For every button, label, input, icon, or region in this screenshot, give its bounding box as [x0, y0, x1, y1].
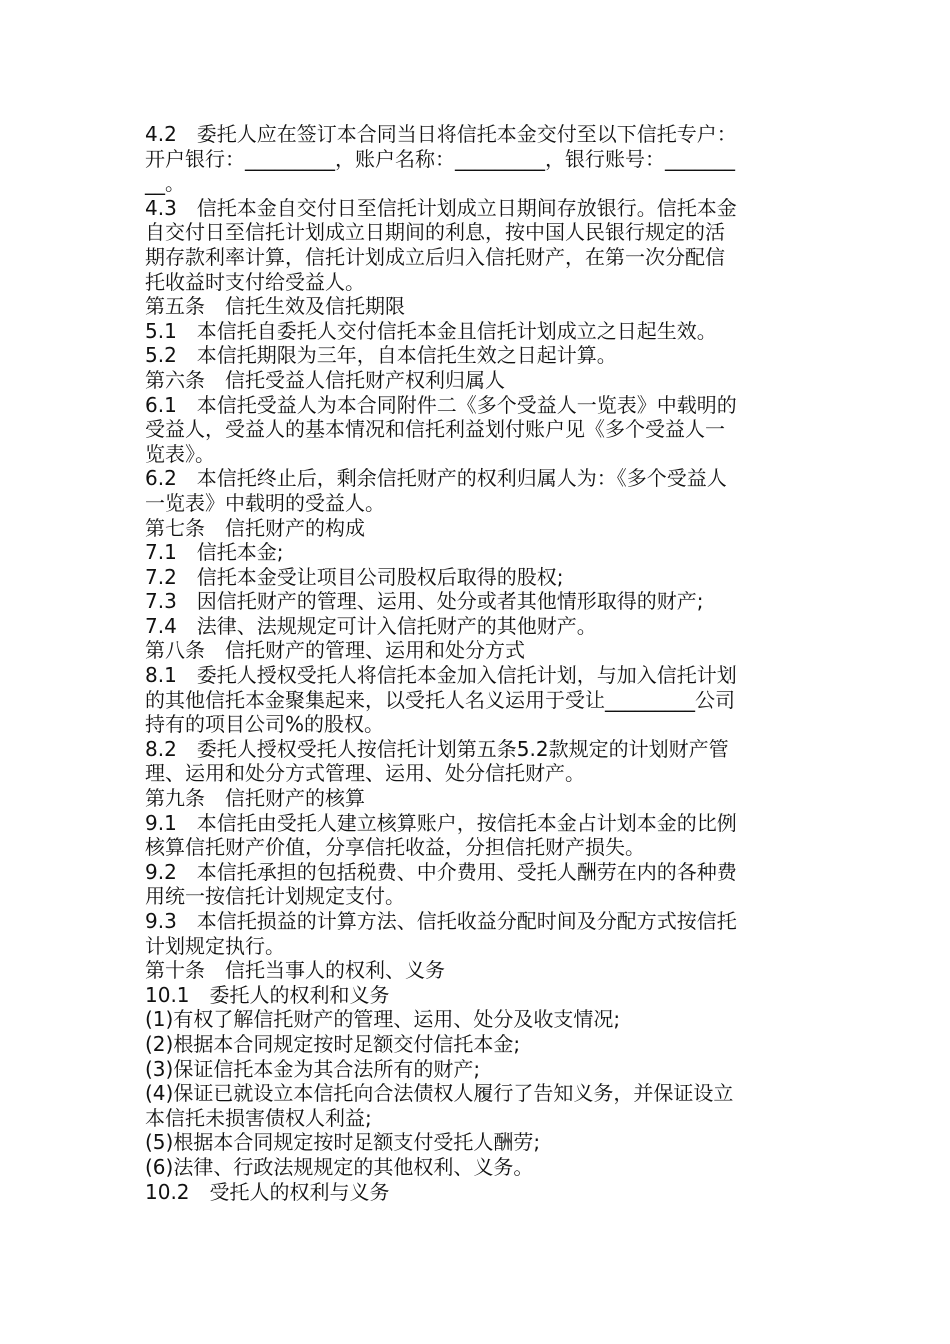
text-line: 7.1 信托本金;: [145, 540, 284, 565]
text-line: 一览表》中载明的受益人。: [145, 490, 385, 515]
text-line: 5.2 本信托期限为三年，自本信托生效之日起计算。: [145, 343, 617, 368]
text-line: 7.3 因信托财产的管理、运用、处分或者其他情形取得的财产;: [145, 589, 704, 614]
text-line: 4.2 委托人应在签订本合同当日将信托本金交付至以下信托专户：: [145, 122, 737, 146]
text-line: 10.1 委托人的权利和义务: [145, 982, 390, 1007]
text-line: 5.1 本信托自委托人交付信托本金且信托计划成立之日起生效。: [145, 318, 717, 343]
text-line: 8.1 委托人授权受托人将信托本金加入信托计划，与加入信托计划: [145, 663, 737, 688]
document-body: [145, 122, 810, 1204]
list-item: (3)保证信托本金为其合法所有的财产;: [145, 1056, 481, 1081]
text-line: 9.3 本信托损益的计算方法、信托收益分配时间及分配方式按信托: [145, 909, 737, 933]
text-line: 的其他信托本金聚集起来，以受托人名义运用于受让_________公司: [145, 687, 735, 712]
list-item: 本信托未损害债权人利益;: [145, 1105, 372, 1130]
text-line: 计划规定执行。: [145, 933, 285, 958]
section-heading: 第六条 信托受益人信托财产权利归属人: [145, 367, 505, 392]
text-line: 9.1 本信托由受托人建立核算账户，按信托本金占计划本金的比例: [145, 810, 737, 835]
text-line: 6.1 本信托受益人为本合同附件二《多个受益人一览表》中载明的: [145, 392, 737, 417]
text-line: 期存款利率计算，信托计划成立后归入信托财产，在第一次分配信: [145, 244, 725, 269]
text-line: 托收益时支付给受益人。: [145, 269, 365, 294]
text-line: __。: [145, 171, 185, 196]
list-item: (5)根据本合同规定按时足额支付受托人酬劳;: [145, 1130, 541, 1155]
text-line: 受益人，受益人的基本情况和信托利益划付账户见《多个受益人一: [145, 417, 725, 442]
text-line: 7.2 信托本金受让项目公司股权后取得的股权;: [145, 564, 564, 589]
text-line: 开户银行：_________，账户名称：_________，银行账号：_______: [145, 146, 735, 171]
text-line: 自交付日至信托计划成立日期间的利息，按中国人民银行规定的活: [145, 220, 725, 245]
section-heading: 第七条 信托财产的构成: [145, 515, 365, 540]
text-line: 8.2 委托人授权受托人按信托计划第五条5.2款规定的计划财产管: [145, 736, 729, 761]
text-line: 10.2 受托人的权利与义务: [145, 1179, 390, 1204]
section-heading: 第九条 信托财产的核算: [145, 786, 365, 811]
text-line: 用统一按信托计划规定支付。: [145, 884, 405, 909]
text-line: 7.4 法律、法规规定可计入信托财产的其他财产。: [145, 613, 597, 638]
text-line: 6.2 本信托终止后，剩余信托财产的权利归属人为：《多个受益人: [145, 466, 727, 491]
text-line: 9.2 本信托承担的包括税费、中介费用、受托人酬劳在内的各种费: [145, 859, 737, 884]
text-line: 理、运用和处分方式管理、运用、处分信托财产。: [145, 761, 585, 786]
list-item: (1)有权了解信托财产的管理、运用、处分及收支情况;: [145, 1007, 621, 1032]
text-line: 览表》。: [145, 441, 215, 466]
text-line: 4.3 信托本金自交付日至信托计划成立日期间存放银行。信托本金: [145, 195, 737, 220]
text-line: 核算信托财产价值，分享信托收益，分担信托财产损失。: [145, 835, 645, 860]
section-heading: 第八条 信托财产的管理、运用和处分方式: [145, 638, 525, 663]
section-heading: 第十条 信托当事人的权利、义务: [145, 958, 445, 983]
list-item: (2)根据本合同规定按时足额交付信托本金;: [145, 1031, 521, 1056]
list-item: (6)法律、行政法规规定的其他权利、义务。: [145, 1154, 534, 1179]
list-item: (4)保证已就设立本信托向合法债权人履行了告知义务，并保证设立: [145, 1081, 734, 1106]
text-line: 持有的项目公司%的股权。: [145, 712, 385, 737]
section-heading: 第五条 信托生效及信托期限: [145, 294, 405, 319]
